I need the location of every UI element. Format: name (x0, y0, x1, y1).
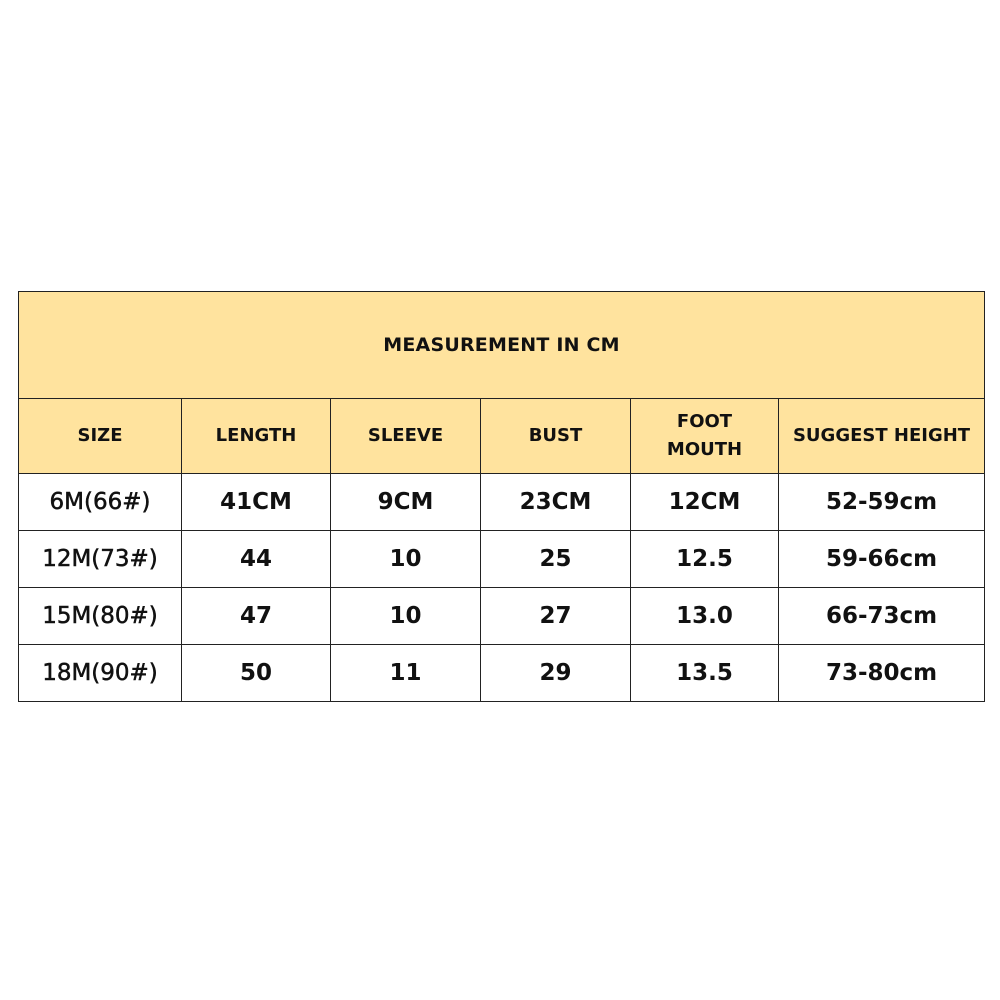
header-foot-mouth-line2: MOUTH (666, 439, 743, 460)
header-sleeve: SLEEVE (331, 399, 481, 474)
cell-length: 41CM (182, 474, 331, 531)
cell-bust: 29 (481, 645, 631, 702)
header-length: LENGTH (182, 399, 331, 474)
header-suggest-height: SUGGEST HEIGHT (779, 399, 985, 474)
cell-bust: 25 (481, 531, 631, 588)
cell-foot-mouth: 13.0 (631, 588, 779, 645)
cell-sleeve: 11 (331, 645, 481, 702)
cell-suggest-height: 73-80cm (779, 645, 985, 702)
cell-sleeve: 10 (331, 588, 481, 645)
cell-foot-mouth: 12.5 (631, 531, 779, 588)
title-row (19, 292, 985, 399)
header-bust: BUST (481, 399, 631, 474)
cell-length: 44 (182, 531, 331, 588)
size-chart-table (18, 291, 985, 702)
header-foot-mouth-line1: FOOT (676, 411, 733, 433)
cell-bust: 23CM (481, 474, 631, 531)
cell-size: 18M(90#) (19, 645, 182, 702)
table-row (19, 531, 985, 588)
header-size: SIZE (19, 399, 182, 474)
table-row (19, 645, 985, 702)
cell-foot-mouth: 12CM (631, 474, 779, 531)
table-title: MEASUREMENT IN CM (19, 292, 985, 399)
table-row (19, 474, 985, 531)
cell-suggest-height: 59-66cm (779, 531, 985, 588)
cell-sleeve: 9CM (331, 474, 481, 531)
cell-suggest-height: 66-73cm (779, 588, 985, 645)
cell-size: 15M(80#) (19, 588, 182, 645)
table-row (19, 588, 985, 645)
cell-foot-mouth: 13.5 (631, 645, 779, 702)
cell-bust: 27 (481, 588, 631, 645)
header-foot-mouth (631, 399, 779, 474)
cell-size: 12M(73#) (19, 531, 182, 588)
cell-suggest-height: 52-59cm (779, 474, 985, 531)
header-row (19, 399, 985, 474)
cell-length: 50 (182, 645, 331, 702)
cell-length: 47 (182, 588, 331, 645)
cell-sleeve: 10 (331, 531, 481, 588)
cell-size: 6M(66#) (19, 474, 182, 531)
